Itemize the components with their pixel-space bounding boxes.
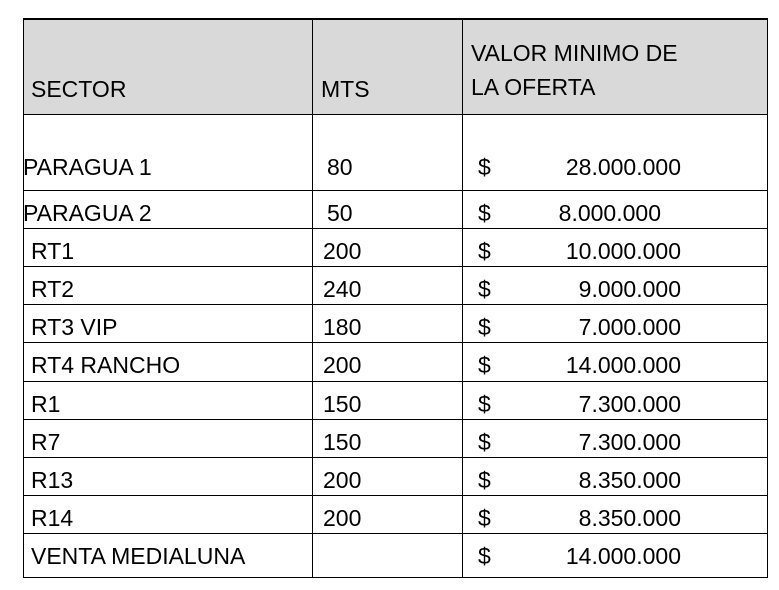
header-valor-line2: LA OFERTA [471, 74, 596, 100]
valor-cell: 8.350.000 [578, 505, 681, 531]
currency-symbol: $ [478, 352, 491, 378]
header-sector: SECTOR [31, 76, 127, 102]
sector-cell: RT1 [31, 238, 75, 264]
currency-symbol: $ [478, 154, 491, 180]
sector-cell: RT3 VIP [31, 314, 118, 340]
valor-cell: 7.000.000 [578, 314, 681, 340]
valor-cell: 9.000.000 [578, 276, 681, 302]
grid-line [462, 18, 463, 578]
grid-line [767, 18, 768, 578]
grid-line [23, 18, 24, 578]
sector-cell: VENTA MEDIALUNA [31, 543, 246, 569]
sector-cell: PARAGUA 2 [23, 200, 152, 226]
valor-cell: 14.000.000 [565, 543, 681, 569]
header-mts: MTS [321, 76, 370, 102]
grid-line [23, 342, 768, 343]
grid-line [23, 18, 768, 20]
grid-line [23, 577, 768, 578]
grid-line [312, 18, 313, 578]
sector-cell: R14 [31, 505, 74, 531]
valor-cell: 10.000.000 [565, 238, 681, 264]
grid-line [23, 114, 768, 115]
valor-cell: 7.300.000 [578, 429, 681, 455]
sector-cell: PARAGUA 1 [23, 154, 152, 180]
valor-cell: 14.000.000 [565, 352, 681, 378]
valor-cell: 28.000.000 [565, 154, 681, 180]
currency-symbol: $ [478, 429, 491, 455]
currency-symbol: $ [478, 391, 491, 417]
grid-line [23, 266, 768, 267]
valor-cell: 8.000.000 [558, 200, 661, 226]
header-row [23, 18, 768, 114]
sector-cell: R1 [31, 391, 61, 417]
grid-line [23, 304, 768, 305]
sector-cell: R13 [31, 467, 74, 493]
sector-cell: R7 [31, 429, 61, 455]
mts-cell: 200 [323, 352, 362, 378]
grid-line [23, 533, 768, 534]
sector-cell: RT2 [31, 276, 75, 302]
mts-cell: 200 [323, 238, 362, 264]
grid-line [23, 228, 768, 229]
mts-cell: 240 [323, 276, 362, 302]
currency-symbol: $ [478, 467, 491, 493]
mts-cell: 200 [323, 505, 362, 531]
header-valor-line1: VALOR MINIMO DE [471, 40, 678, 66]
mts-cell: 50 [327, 200, 353, 226]
currency-symbol: $ [478, 543, 491, 569]
currency-symbol: $ [478, 314, 491, 340]
currency-symbol: $ [478, 276, 491, 302]
currency-symbol: $ [478, 505, 491, 531]
currency-symbol: $ [478, 238, 491, 264]
sector-cell: RT4 RANCHO [31, 352, 181, 378]
grid-line [23, 190, 768, 191]
grid-line [23, 495, 768, 496]
mts-cell: 200 [323, 467, 362, 493]
mts-cell: 180 [323, 314, 362, 340]
mts-cell: 150 [323, 391, 362, 417]
currency-symbol: $ [478, 200, 491, 226]
grid-line [23, 419, 768, 420]
valor-cell: 8.350.000 [578, 467, 681, 493]
offer-table [23, 18, 768, 578]
mts-cell: 150 [323, 429, 362, 455]
grid-line [23, 381, 768, 382]
grid-line [23, 457, 768, 458]
valor-cell: 7.300.000 [578, 391, 681, 417]
mts-cell: 80 [327, 154, 353, 180]
